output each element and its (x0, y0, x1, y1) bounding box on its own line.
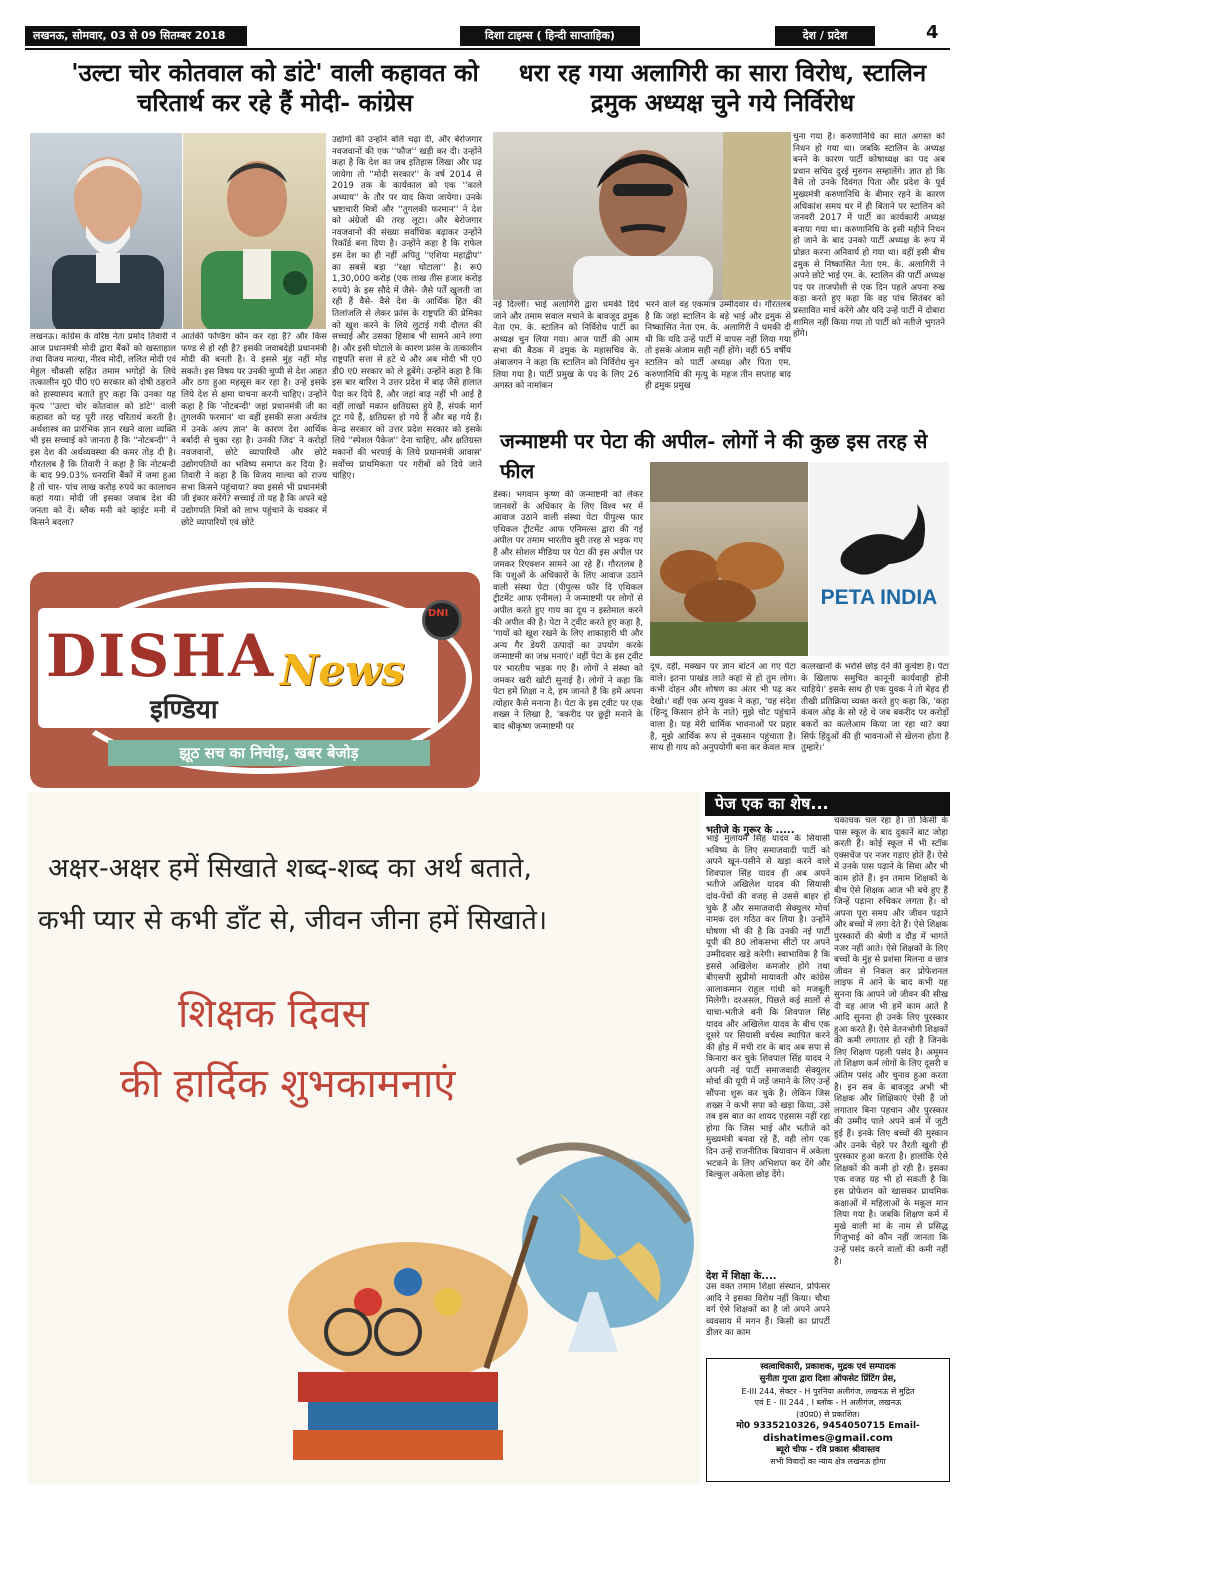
microphone-icon (422, 600, 462, 640)
story1-column-1: लखनऊ। कांग्रेस के वरिष्ठ नेता प्रमोद तिवारी ने आज प्रधानमंत्री मोदी द्वारा बैंकों को खस्ताहाल तथा विजय माल्या, नीरव मोदी, ललित मोदी एवं मेहुल चौकसी सहित तमाम भगोड़ों के लिये तत्कालीन यू0 पी0 ए0 सरकार को दोषी ठहराने को हास्यास्पद बताते हुए कहा कि उनका यह कृत्य ''उल्टा चोर कोतवाल को डांटे'' वाली कहावत को यह पूरी तरह चरितार्थ करती है। अर्थशास्त्र का प्रारंभिक ज्ञान रखने वाला व्यक्ति भी इस सच्चाई को जानता है कि ''नोटबन्दी'' ने इस देश की अर्थव्यवस्था की कमर तोड़ दी है। गौरतलब है कि तिवारी ने कहा है कि नोटबन्दी के बाद 99.03% धनराशि बैंकों में जमा हुआ है तो चार- पांच लाख करोड़ रुपये का कालाधन कहां गया। मोदी जी इसका जवाब देश की जनता को दें। ब्लैक मनी को व्हाईट मनी में किसने बदला? (30, 332, 176, 528)
imprint-line: सभी विवादों का न्याय क्षेत्र लखनऊ होगा (770, 1457, 886, 1467)
page-number: 4 (926, 22, 939, 43)
story3-column-2: दूध, दही, मक्खन पर ज्ञान बांटने आ गए पेटा वाले। इतना पाखंड लाते कहां से हो तुम लोग। कभी दोहन और शोषण का अंतर भी पढ़ कर देखो।' वहीं एक अन्य युवक ने कहा, 'यह संदेश (हिन्दू किसान होने के नाते) मुझे चोट पहुंचाने वाला है। यह मेरी धार्मिक भावनाओं पर प्रहार है, मुझे आर्थिक रूप से नुकसान पहुंचाता है। साथ ही गाय को अनुपयोगी बना कर केवल मात्र (650, 662, 796, 754)
pramod-tiwari-photo (183, 133, 326, 329)
story2-headline: धरा रह गया अलागिरी का सारा विरोध, स्टालिन द्रमुक अध्यक्ष चुने गये निर्विरोध (518, 58, 927, 117)
story3-headline: जन्माष्टमी पर पेटा की अपील- लोगों ने की कुछ इस तरह से फील (500, 429, 928, 483)
imprint-line: सुनीता गुप्ता द्वारा दिशा ऑफसेट प्रिंटिंग प्रेस, (759, 1373, 897, 1384)
remainder-subhead-2: देश में शिक्षा के.... (706, 1271, 777, 1282)
teachers-day-panel (28, 792, 700, 1484)
school-supplies-illustration (288, 1122, 698, 1482)
remainder-column-2: चकाचक चल रहा है। तो किसी के पास स्कूल के बाद दुकानें बाट जोहा करती हैं। कोई स्कूल में भी स्टॉक एक्सचेंज पर नजर गड़ाए होते हैं। ऐसे में उनके पास पढ़ाने के सिवा और भी काम होते हैं। इन तमाम शिक्षकों के बीच ऐसे शिक्षक आज भी बचे हुए हैं जिन्हें पढ़ाना रुचिकर लगता है। वो अपना पूरा समय और जीवन पढ़ाने और बच्चों में लगा देते हैं। ऐसे शिक्षक पुरस्कारों की श्रेणी व दौड़ में भागते नजर नहीं आते। ऐसे शिक्षकों के लिए बच्चों के मुंह से प्रशंसा मिलना व छात्र जीवन से निकल कर प्रोफेशनल लाइफ में आने के बाद कभी यह सुनना कि आपने जो जीवन की सीख दी वह आज भी हमें काम आते है आदि सुनना ही उनके लिए पुरस्कार हुआ करते हैं। ऐसे वेतनभोगी शिक्षकों की कमी लगातार हो रही है जिनके लिए शिक्षण पहली पसंद है। अमूमन तो शिक्षण कर्म लोगों के लिए दूसरी व अंतिम पसंद और चुनाव हुआ करता है। इन सब के बावजूद अभी भी शिक्षक और शिक्षिकाएं ऐसी हैं जो लगातार बिना पहचान और पुरस्कार की उम्मीद पाले अपने कर्म में जुटी हुई हैं। इनके लिए बच्चों की मुस्कान और उनके चेहरे पर तैरती खुशी ही पुरस्कार हुआ करता है। हालांकि ऐसे शिक्षकों की कमी हो रही है। इसका एक वजह यह भी हो सकती है कि इस प्रोफेशन को खासकर प्राथमिक कक्षाओं में महिलाओं के मकूल मान लिया गया है। जबकि शिक्षण कर्म में मुखे वाली मां के नाम से प्रसिद्ध गिजुभाई को कौन नहीं जानता कि उन्हें पसंद करने वालों की कमी नहीं है। (834, 816, 948, 1267)
section-bar: देश / प्रदेश (775, 26, 875, 46)
story2-right-column: चुना गया है। करुणानिधि का सात अगस्त को निधन हो गया था। जबकि स्टालिन के अध्यक्ष बनने के कारण पार्टी कोषाध्यक्ष का पद अब प्रधान सचिव दुरई मुरुगन सम्हालेंगे। ज्ञात हो कि वैसे तो उनके दिवंगत पिता और प्रदेश के पूर्व मुख्यमंत्री करुणानिधि के बीमार रहने के कारण अधिकांश समय घर में ही बिताने पर स्टालिन को जनवरी 2017 में पार्टी का कार्यकारी अध्यक्ष बनाया गया था। करुणानिधि के इसी महीने निधन हो जाने के बाद उनको पार्टी अध्यक्ष के रूप में प्रोन्नत करना अनिवार्य हो गया था। वहीं इसी बीच द्रमुक से निष्कासित नेता एम. के. अलागिरी ने अपने छोटे भाई एम. के. स्टालिन की पार्टी अध्यक्ष पद पर ताजपोशी से एक दिन पहले अपना रुख कड़ा करते हुए कहा कि वह पांच सितंबर को प्रस्तावित मार्च करेंगे और यदि उन्हें पार्टी में दोबारा शामिल नहीं किया गया तो पार्टी को नतीजे भुगतने होंगे। (793, 132, 945, 340)
teachers-day-title1: शिक्षक दिवस (178, 991, 369, 1037)
portrait-illustration (493, 132, 791, 300)
imprint-line: (उ0प्र0) से प्रकाशित। (796, 1410, 860, 1420)
story1-headline: 'उल्टा चोर कोतवाल को डांटे' वाली कहावत को चरितार्थ कर रहे हैं मोदी- कांग्रेस (71, 58, 479, 117)
ad-brand-disha: DISHA (46, 622, 276, 690)
imprint-line: एवं E - III 244 , I ब्लॉक - H अलीगंज, लखनऊ (754, 1398, 902, 1408)
teachers-poem-line2: कभी प्यार से कभी डाँट से, जीवन जीना हमें सिखाते। (38, 905, 548, 936)
ad-tagline: झूठ सच का निचोड़, खबर बेजोड़ (108, 740, 430, 766)
ad-brand-news: News (280, 646, 405, 695)
rabbit-icon (809, 462, 949, 656)
story3-column-3: कत्लखानों के भरोसे छोड़ देने की कुचेष्टा है। पेटा के खिलाफ समुचित कानूनी कार्यवाही होनी चाहिये।' इसके साथ ही एक युवक ने तो बेहद ही तीखी प्रतिक्रिया व्यक्त करते हुए कहा कि, 'कहा कंबल ओढ़ के सो रहे थे जब बकरीद पर करोड़ों बकरों का कत्लेआम किया जा रहा था? क्या सिर्फ हिंदुओं की ही भावनाओं से खेलना होता है तुम्हारे।' (801, 662, 949, 754)
date-bar: लखनऊ, सोमवार, 03 से 09 सितम्बर 2018 (25, 26, 247, 46)
story2-column-2: भरने वाले वह एकमात्र उम्मीदवार थे। गौरतलब है कि जहां स्टालिन के बड़े भाई और द्रमुक से निष्कासित नेता एम. के. अलागिरी ने धमकी दी थी कि यदि उन्हें पार्टी में वापस नहीं लिया गया तो इसके अंजाम सही नहीं होंगे। वहीं 65 वर्षीय स्टालिन को पार्टी अध्यक्ष और पिता एम. करुणानिधि की मृत्यु के महज तीन सप्ताह बाद ही द्रमुक प्रमुख (645, 300, 791, 392)
imprint-line: मो0 9335210326, 9454050715 Email- (736, 1420, 920, 1431)
imprint-email: dishatimes@gmail.com (763, 1432, 893, 1444)
cows-photo (650, 462, 808, 656)
header-rule (25, 48, 950, 50)
ad-country: इण्डिया (150, 695, 218, 725)
ad-badge: DNI (428, 608, 449, 619)
disha-news-ad (30, 572, 480, 788)
cow-shed-illustration (650, 462, 808, 656)
story1-column-3: उद्योगों की उन्होंने बलि चढ़ा दी, और बेरोजगार नवजवानों की एक ''फौज'' खड़ी कर दी। उन्होंने कहा है कि देश का जब इतिहास लिखा और पढ़ जायेगा तो ''मोदी सरकार'' के वर्ष 2014 से 2019 तक के कार्यकाल को एक ''काले अध्याय'' के तौर पर याद किया जायेगा। उनके भ्रष्टाचारी मित्रों और ''तुगलकी फरमान'' ने देश को अंग्रेजों की तरह लूटा। और बेरोजगार नवजवानों की संख्या सर्वाधिक बढ़ाकर उन्होंने रिकॉर्ड बना दिया है। उन्होंने कहा है कि राफेल इस देश का ही नहीं अपितु ''एशिया महाद्वीप'' का सबसे बड़ा ''रक्षा घोटाला'' है। रू0 1,30,000 करोड़ (एक लाख तीस हजार करोड़ रुपये) के इस सौदे में जैसे- जैसे पर्तें खुलती जा रही हैं वैसे- वैसे देश के आर्थिक हित की तिलांजलि से लेकर फ्रांस के राष्ट्रपति की प्रेमिका को खुश करने के लिये लुटाई गयी दौलत की सच्चाई और उसका हिसाब भी सामने आने लगा है। और इसी घोटाले के कारण फ्रांस के तत्कालीन राष्ट्रपति सत्ता से हटे थे और अब मोदी भी ए0 डी0 ए0 सरकार को ले डूबेंगे। उन्होंने कहा है कि इस बार बारिश ने उत्तर प्रदेश में बाढ़ जैसे हालात पैदा कर दिये हैं, और जहां बाढ़ नहीं भी आई है वहीं लाखों मकान क्षतिग्रस्त हुये हैं, संपर्क मार्ग टूट गये हैं, क्षतिग्रस्त हो गये हैं और बह गये हैं। केन्द्र सरकार को उत्तर प्रदेश सरकार को इसके लिये ''स्पेशल पैकेज'' देना चाहिए, और क्षतिग्रस्त मकानों की भरपाई के लिये प्रधानमंत्री आवास' सर्वोच्च प्राथमिकता पर गरीबों को दिये जाने चाहिए। (332, 135, 482, 482)
stalin-photo (493, 132, 791, 300)
teachers-day-title2: की हार्दिक शुभकामनाएं (120, 1061, 456, 1107)
remainder-column-1: भाई मुलायम सिंह यादव के सियासी भविष्य के लिए समाजवादी पार्टी को अपने खून-पसीने से खड़ा करने वाले शिवपाल सिंह यादव ही अब अपने भतीजे अखिलेश यादव की सियासी दांव-पेंचों की वजह से उससे बाहर हो चुके हैं और समाजवादी सेक्युलर मोर्चा नामक दल गठित कर लिया है। उन्होंने घोषणा भी की है कि उनकी नई पार्टी यूपी की 80 लोकसभा सीटों पर अपने उम्मीदवार खड़े करेगी। स्वाभाविक है कि इससे अखिलेश कमजोर होंगे तथा बीएसपी सुप्रीमो मायावती और कांग्रेस आलाकमान राहुल गांधी को मजबूती मिलेगी। दरअसल, पिछले कई सालों से चाचा-भतीजे बनी कि शिवपाल सिंह यादव और अखिलेश यादव के बीच एक दूसरे पर सियासी वर्चस्व स्थापित करने की होड़ में मची रार के बाद अब सपा से किनारा कर चुके शिवपाल सिंह यादव ने अपनी नई पार्टी समाजवादी सेक्युलर मोर्चा की यूपी में जड़ें जमाने के लिए उन्हें सौंपना शुरू कर चुके हैं। लेकिन जिस शख्स ने कभी सपा को खड़ा किया, उसे तब इस बात का शायद एहसास नहीं रहा होगा कि जिस भाई और भतीजे को मुख्यमंत्री बनवा रहे हैं, वही लोग एक दिन उन्हें राजनीतिक बियावान में अकेला भटकने के लिए अभिशप्त कर देंगे और बिल्कुल अकेला छोड़ देंगे। (706, 834, 830, 1181)
remainder-heading: पेज एक का शेष... (705, 792, 950, 816)
modi-photo (30, 133, 182, 329)
imprint-box (706, 1358, 950, 1482)
peta-logo-panel (809, 462, 949, 656)
remainder-column-1b: उस वक्त तमाम शिक्षा संस्थान, प्रोफेसर आदि ने इसका विरोध नहीं किया। चौथा वर्ग ऐसे शिक्षकों का है जो अपने अपने व्यवसाय में मगन हैं। किसी का प्रापर्टी डीलर का काम (706, 1282, 830, 1339)
story3-column-1: डेस्क। भगवान कृष्ण की जन्माष्टमी को लेकर जानवरों के अधिकार के लिए विश्व भर में आवाज उठाने वाली संस्था पेटा पीपुल्स फार एथिकल ट्रीटमेंट आफ एनिमल्स द्वारा की गई अपील पर तमाम भारतीय बुरी तरह से भड़क गए हैं और सोशल मीडिया पर पेटा की इस अपील पर जमकर रिएक्शन सामने आ रहे हैं। गौरतलब है कि पशुओं के अधिकारों के लिए आवाज उठाने वाली संस्था पेटा (पीपुल्स फॉर दि एथिकल ट्रीटमेंट आफ एनीमल) ने जन्माष्टमी पर लोगों से अपील करते हुए गाय का दूध न इस्तेमाल करने की अपील की है। पेटा ने ट्वीट करते हुए कहा है, 'गायों को खुश रखने के लिए शाकाहारी घी और अन्य गैर डेयरी उत्पादों का उपयोग करके जन्माष्टमी का जश्न मनाएं।' वहीं पेटा के इस ट्वीट पर भारतीय भड़क गए हैं। लोगों ने संस्था को जमकर खरी खोटी सुनाई है। लोगों ने कहा कि पेटा हमें शिक्षा न दे, हम जानते हैं कि हमें अपना त्योहार कैसे मनाना है। पेटा के इस ट्वीट पर एक शख्स ने लिखा है, 'बकरीद पर छुट्टी मनाने के बाद श्रीकृष्ण जन्माष्टमी पर (493, 490, 643, 732)
imprint-line: ब्यूरो चीफ - रवि प्रकाश श्रीवास्तव (776, 1444, 880, 1455)
remainder-subhead-1: भतीजे के गुरूर के ..... (706, 825, 795, 836)
teachers-poem-line1: अक्षर-अक्षर हमें सिखाते शब्द-शब्द का अर्थ बताते, (48, 853, 532, 884)
imprint-line: स्वत्वाधिकारी, प्रकाशक, मुद्रक एवं सम्पादक (760, 1362, 896, 1372)
story2-column-1: नई दिल्ली। भाई अलागिरी द्वारा धमकी दिये जाने और तमाम सवाल मचाने के बावजूद द्रमुक नेता एम. के. स्टालिन को निर्विरोध पार्टी का अध्यक्ष चुन लिया गया। आज पार्टी की आम सभा की बैठक में द्रमुक के महासचिव के. अंबाजगन ने कहा कि स्टालिन को निर्विरोध चुन लिया गया है। पार्टी प्रमुख के पद के लिए 26 अगस्त को नामांकन (493, 300, 639, 392)
portrait-illustration (183, 133, 326, 329)
story1-column-2: आतंकी फण्डिंग कौन कर रहा है? और किस फण्ड से हो रही है? इसकी जवाबदेही प्रधानमंत्री मोदी की बनती है। वे इससे मुंह नहीं मोड़ सकते। इस विषय पर उनकी चुप्पी से देश आहत और ठगा हुआ महसूस कर रहा है। उन्हें इसके लिये देश से क्षमा याचना करनी चाहिए। उन्होंने कहा है कि 'नोटबन्दी' जहां प्रधानमंत्री जी का तुगलकी फरमान' था वहीं इसकी सजा अर्थतंत्र में उनके अल्प ज्ञान' के कारण देश आर्थिक बर्बादी से चुका रहा है। उनकी जिद' ने करोड़ों नवजवानों, छोटे व्यापारियों और छोटे उद्योगपतियों का भविष्य समाप्त कर दिया है। तिवारी ने कहा है कि विजय माल्या को राज्य सभा किसने पहुंचाया? क्या इससे भी प्रधानमंत्री जी इंकार करेंगे? सच्चाई तो यह है कि अपने बड़े उद्योगपति मित्रों को लाभ पहुंचाने के चक्कर में छोटे व्यापारियों एवं छोटे (181, 332, 327, 528)
peta-logo-text: PETA INDIA (820, 586, 938, 609)
portrait-illustration (30, 133, 182, 329)
paper-name-bar: दिशा टाइम्स ( हिन्दी साप्ताहिक) (460, 26, 640, 46)
imprint-line: E-III 244, सेक्टर - H पुरनिया अलीगंज, लखनऊ से मुद्रित (741, 1386, 915, 1396)
